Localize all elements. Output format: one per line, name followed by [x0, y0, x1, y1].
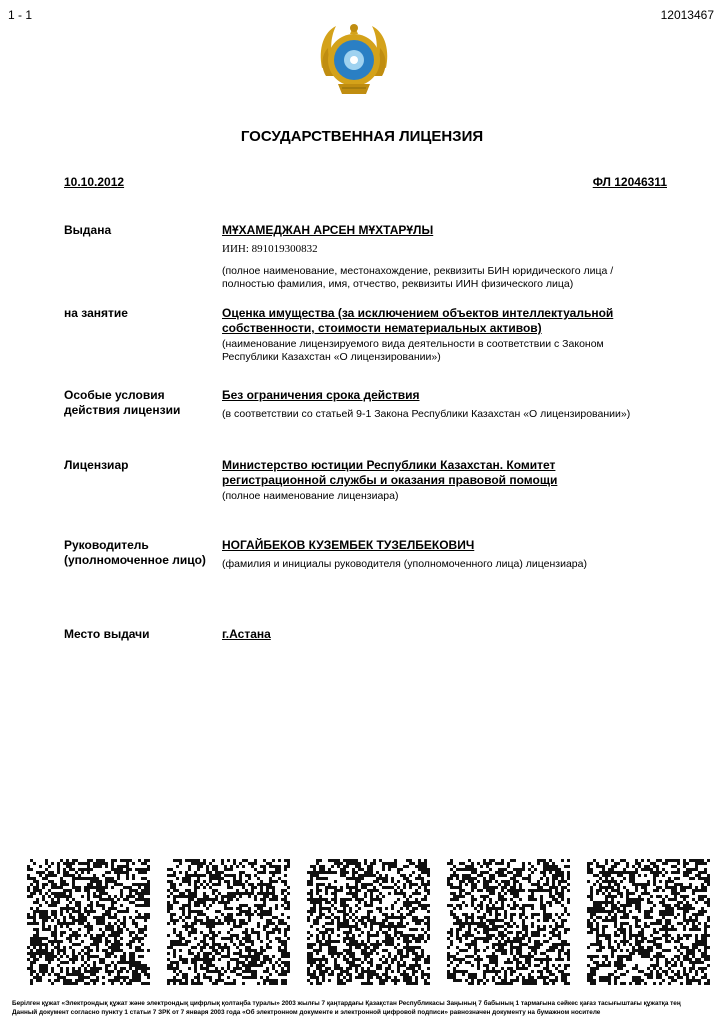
license-number: ФЛ 12046311	[592, 175, 667, 189]
activity-value-line-2: собственности, стоимости нематериальных активов)	[222, 321, 542, 335]
issue-date: 10.10.2012	[64, 175, 125, 189]
qr-code-icon	[586, 858, 710, 986]
issued-to-note-1: (полное наименование, местонахождение, реквизиты БИН юридического лица /	[222, 265, 614, 277]
footer-legal-ru: Данный документ согласно пункту 1 статьи 7 ЗРК от 7 января 2003 года «Об электронном документе и электронной цифровой подписи» равнозначен документу на бумажном носителе	[12, 1009, 601, 1016]
qr-code-icon	[26, 858, 150, 986]
page-counter: 1 - 1	[8, 8, 33, 22]
place-value: г.Астана	[222, 627, 271, 641]
head-label-line-1: Руководитель	[64, 538, 149, 552]
conditions-label-line-2: действия лицензии	[64, 403, 181, 417]
activity-value-line-1: Оценка имущества (за исключением объектов интеллектуальной	[222, 306, 614, 320]
head-value: НОГАЙБЕКОВ КУЗЕМБЕК ТУЗЕЛБЕКОВИЧ	[222, 538, 475, 552]
activity-note-2: Республики Казахстан «О лицензировании»)	[222, 351, 441, 363]
kazakhstan-state-emblem-icon	[316, 18, 392, 100]
activity-label: на занятие	[64, 306, 128, 320]
qr-code-icon	[166, 858, 290, 986]
licensor-value-line-1: Министерство юстиции Республики Казахстан. Комитет	[222, 458, 556, 472]
qr-code-icon	[446, 858, 570, 986]
conditions-note: (в соответствии со статьей 9-1 Закона Республики Казахстан «О лицензировании»)	[222, 408, 631, 420]
licensee-name: МҰХАМЕДЖАН АРСЕН МҰХТАРҰЛЫ	[222, 223, 434, 237]
licensor-note: (полное наименование лицензиара)	[222, 490, 399, 502]
licensee-iin: ИИН: 891019300832	[222, 243, 318, 255]
place-label: Место выдачи	[64, 627, 150, 641]
licensor-label: Лицензиар	[64, 458, 129, 472]
footer-legal-kz: Берілген құжат «Электрондық құжат және электрондық цифрлық қолтаңба туралы» 2003 жылғы 7 қаңтардағы Қазақстан Республикасы Заңының 7 бабының 1 тармағына сәйкес қағаз тасығыштағы құжатқа тең	[12, 1000, 681, 1007]
activity-note-1: (наименование лицензируемого вида деятельности в соответствии с Законом	[222, 338, 604, 350]
conditions-label-line-1: Особые условия	[64, 388, 165, 402]
issued-to-label: Выдана	[64, 223, 112, 237]
qr-code-icon	[306, 858, 430, 986]
head-note: (фамилия и инициалы руководителя (уполномоченного лица) лицензиара)	[222, 558, 587, 570]
licensor-value-line-2: регистрационной службы и оказания правовой помощи	[222, 473, 558, 487]
conditions-value: Без ограничения срока действия	[222, 388, 420, 402]
document-code: 12013467	[660, 8, 714, 22]
head-label-line-2: (уполномоченное лицо)	[64, 553, 206, 567]
issued-to-note-2: полностью фамилия, имя, отчество, реквизиты ИИН физического лица)	[222, 278, 574, 290]
document-title: ГОСУДАРСТВЕННАЯ ЛИЦЕНЗИЯ	[240, 128, 484, 145]
